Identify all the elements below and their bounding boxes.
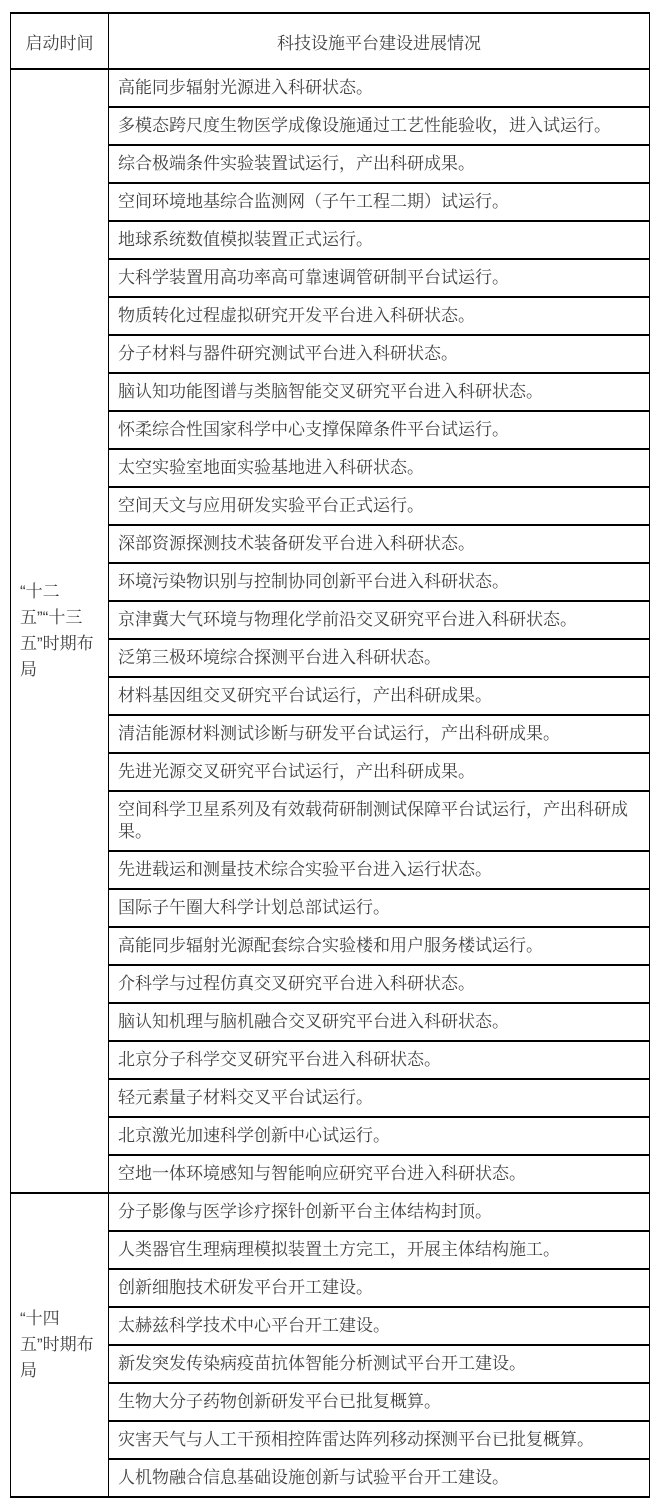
progress-text: 先进光源交叉研究平台试运行，产出科研成果。 <box>109 753 650 791</box>
progress-text: 地球系统数值模拟装置正式运行。 <box>109 221 650 259</box>
progress-text: 清洁能源材料测试诊断与研发平台试运行，产出科研成果。 <box>109 715 650 753</box>
progress-text: 先进载运和测量技术综合实验平台进入运行状态。 <box>109 851 650 889</box>
progress-text: 新发突发传染病疫苗抗体智能分析测试平台开工建设。 <box>109 1345 650 1383</box>
period-label: “十二五”“十三五”时期布局 <box>11 69 109 1193</box>
progress-text: 高能同步辐射光源进入科研状态。 <box>109 69 650 107</box>
progress-text: 分子材料与器件研究测试平台进入科研状态。 <box>109 335 650 373</box>
header-row <box>11 13 650 69</box>
progress-text: 脑认知功能图谱与类脑智能交叉研究平台进入科研状态。 <box>109 373 650 411</box>
progress-text: 国际子午圈大科学计划总部试运行。 <box>109 889 650 927</box>
progress-text: 泛第三极环境综合探测平台进入科研状态。 <box>109 639 650 677</box>
progress-text: 脑认知机理与脑机融合交叉研究平台进入科研状态。 <box>109 1003 650 1041</box>
table-row <box>11 69 650 107</box>
progress-text: 物质转化过程虚拟研究开发平台进入科研状态。 <box>109 297 650 335</box>
progress-text: 人类器官生理病理模拟装置土方完工，开展主体结构施工。 <box>109 1231 650 1269</box>
progress-text: 太赫兹科学技术中心平台开工建设。 <box>109 1307 650 1345</box>
progress-text: 怀柔综合性国家科学中心支撑保障条件平台试运行。 <box>109 411 650 449</box>
progress-text: 空间环境地基综合监测网（子午工程二期）试运行。 <box>109 183 650 221</box>
progress-text: 环境污染物识别与控制协同创新平台进入科研状态。 <box>109 563 650 601</box>
progress-text: 大科学装置用高功率高可靠速调管研制平台试运行。 <box>109 259 650 297</box>
progress-text: 分子影像与医学诊疗探针创新平台主体结构封顶。 <box>109 1193 650 1231</box>
header-start-time: 启动时间 <box>11 13 109 69</box>
progress-text: 综合极端条件实验装置试运行，产出科研成果。 <box>109 145 650 183</box>
progress-text: 京津冀大气环境与物理化学前沿交叉研究平台进入科研状态。 <box>109 601 650 639</box>
progress-text: 轻元素量子材料交叉平台试运行。 <box>109 1079 650 1117</box>
facility-progress-table <box>10 12 650 1498</box>
table-body <box>11 69 650 1497</box>
progress-text: 灾害天气与人工干预相控阵雷达阵列移动探测平台已批复概算。 <box>109 1421 650 1459</box>
progress-text: 人机物融合信息基础设施创新与试验平台开工建设。 <box>109 1459 650 1497</box>
progress-text: 高能同步辐射光源配套综合实验楼和用户服务楼试运行。 <box>109 927 650 965</box>
progress-text: 北京分子科学交叉研究平台进入科研状态。 <box>109 1041 650 1079</box>
progress-text: 空地一体环境感知与智能响应研究平台进入科研状态。 <box>109 1155 650 1193</box>
progress-text: 创新细胞技术研发平台开工建设。 <box>109 1269 650 1307</box>
period-label: “十四五”时期布局 <box>11 1193 109 1497</box>
progress-text: 空间科学卫星系列及有效载荷研制测试保障平台试运行，产出科研成果。 <box>109 791 650 851</box>
table-row <box>11 1193 650 1231</box>
progress-text: 生物大分子药物创新研发平台已批复概算。 <box>109 1383 650 1421</box>
table-header <box>11 13 650 69</box>
progress-text: 太空实验室地面实验基地进入科研状态。 <box>109 449 650 487</box>
progress-text: 北京激光加速科学创新中心试运行。 <box>109 1117 650 1155</box>
header-progress: 科技设施平台建设进展情况 <box>109 13 650 69</box>
progress-text: 材料基因组交叉研究平台试运行，产出科研成果。 <box>109 677 650 715</box>
progress-text: 空间天文与应用研发实验平台正式运行。 <box>109 487 650 525</box>
progress-text: 介科学与过程仿真交叉研究平台进入科研状态。 <box>109 965 650 1003</box>
progress-text: 多模态跨尺度生物医学成像设施通过工艺性能验收，进入试运行。 <box>109 107 650 145</box>
progress-text: 深部资源探测技术装备研发平台进入科研状态。 <box>109 525 650 563</box>
